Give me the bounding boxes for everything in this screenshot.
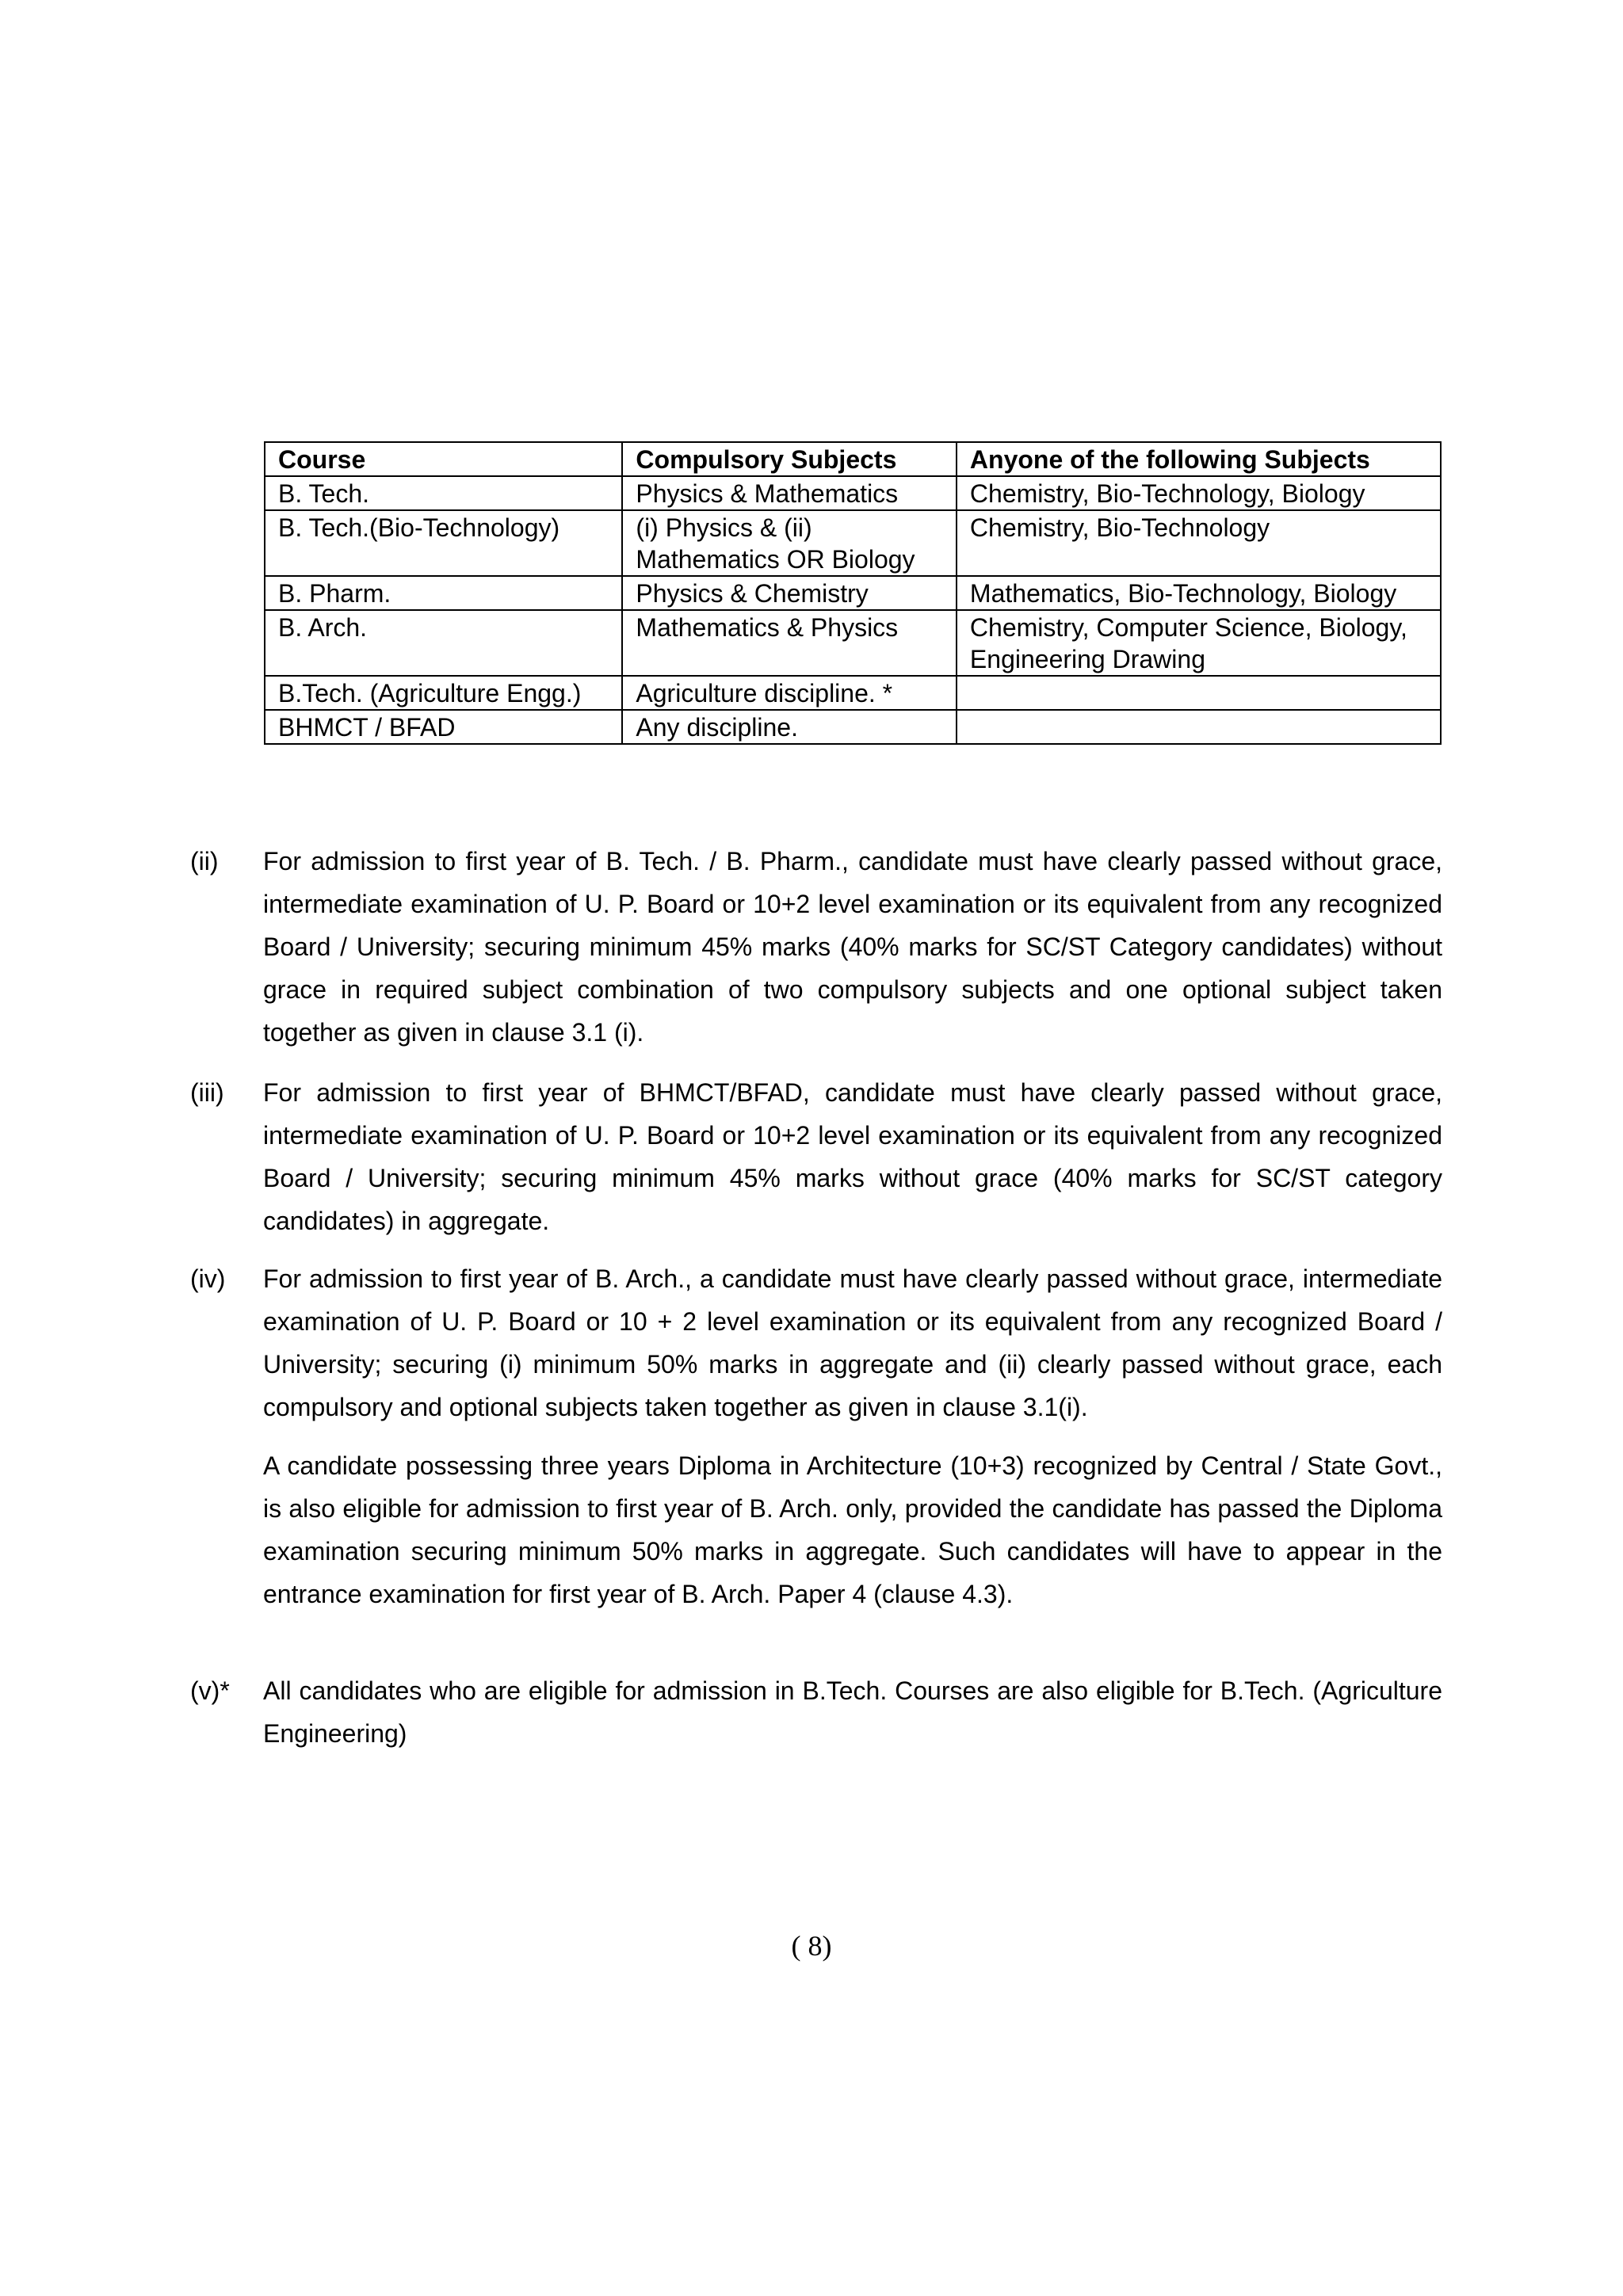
table-row — [265, 510, 1441, 576]
table-row — [265, 676, 1441, 710]
cell-course: B. Arch. — [265, 610, 622, 676]
cell-optional: Chemistry, Bio-Technology — [957, 510, 1441, 576]
cell-compulsory: Physics & Mathematics — [622, 476, 957, 510]
clause-number: (iii) — [190, 1078, 224, 1107]
clause-paragraph: For admission to first year of B. Arch., a candidate must have clearly passed without grace, intermediate examination of U. P. Board or 10 + 2 level examination or its equivalent from any recognized Board / University; securing (i) minimum 50% marks in aggregate and (ii) clearly passed without grace, each compulsory and optional subjects taken together as given in clause 3.1(i). — [263, 1264, 1442, 1421]
cell-optional — [957, 710, 1441, 744]
eligibility-subjects-table — [264, 441, 1442, 745]
clause-number: (v)* — [190, 1676, 230, 1705]
clause-body — [263, 1071, 1442, 1242]
clause-paragraph: All candidates who are eligible for admission in B.Tech. Courses are also eligible for B.Tech. (Agriculture Engineering) — [263, 1676, 1442, 1748]
table-row — [265, 576, 1441, 610]
header-optional-subjects: Anyone of the following Subjects — [957, 442, 1441, 476]
clause-body — [263, 1257, 1442, 1615]
cell-course: B. Tech. — [265, 476, 622, 510]
cell-compulsory: Any discipline. — [622, 710, 957, 744]
cell-compulsory: Agriculture discipline. * — [622, 676, 957, 710]
table-row — [265, 710, 1441, 744]
table-row — [265, 476, 1441, 510]
clause-iv — [190, 1257, 1442, 1615]
table-row — [265, 610, 1441, 676]
clause-paragraph: A candidate possessing three years Diploma in Architecture (10+3) recognized by Central / State Govt., is also eligible for admission to first year of B. Arch. only, provided the candidate has passed the Diploma examination securing minimum 50% marks in aggregate. Such candidates will have to appear in the entrance examination for first year of B. Arch. Paper 4 (clause 4.3). — [263, 1451, 1442, 1608]
header-compulsory-subjects: Compulsory Subjects — [622, 442, 957, 476]
clause-paragraph: For admission to first year of BHMCT/BFAD, candidate must have clearly passed without grace, intermediate examination of U. P. Board or 10+2 level examination or its equivalent from any recognized Board / University; securing minimum 45% marks without grace (40% marks for SC/ST category candidates) in aggregate. — [263, 1078, 1442, 1235]
table-header-row — [265, 442, 1441, 476]
clause-ii — [190, 840, 1442, 1054]
cell-optional: Mathematics, Bio-Technology, Biology — [957, 576, 1441, 610]
cell-course: B.Tech. (Agriculture Engg.) — [265, 676, 622, 710]
cell-compulsory: Mathematics & Physics — [622, 610, 957, 676]
cell-optional: Chemistry, Bio-Technology, Biology — [957, 476, 1441, 510]
clause-number: (iv) — [190, 1264, 226, 1293]
cell-course: B. Tech.(Bio-Technology) — [265, 510, 622, 576]
cell-course: BHMCT / BFAD — [265, 710, 622, 744]
clause-paragraph: For admission to first year of B. Tech. / B. Pharm., candidate must have clearly passed without grace, intermediate examination of U. P. Board or 10+2 level examination or its equivalent from any recognized Board / University; securing minimum 45% marks (40% marks for SC/ST Category candidates) without grace in required subject combination of two compulsory subjects and one optional subject taken together as given in clause 3.1 (i). — [263, 847, 1442, 1047]
cell-optional: Chemistry, Computer Science, Biology, Engineering Drawing — [957, 610, 1441, 676]
clause-v — [190, 1669, 1442, 1755]
cell-course: B. Pharm. — [265, 576, 622, 610]
cell-compulsory: (i) Physics & (ii) Mathematics OR Biology — [622, 510, 957, 576]
clause-body — [263, 840, 1442, 1054]
clause-number: (ii) — [190, 847, 219, 875]
cell-optional — [957, 676, 1441, 710]
clause-iii — [190, 1071, 1442, 1242]
page-number: ( 8) — [791, 1930, 832, 1962]
clause-body — [263, 1669, 1442, 1755]
cell-compulsory: Physics & Chemistry — [622, 576, 957, 610]
header-course: Course — [265, 442, 622, 476]
